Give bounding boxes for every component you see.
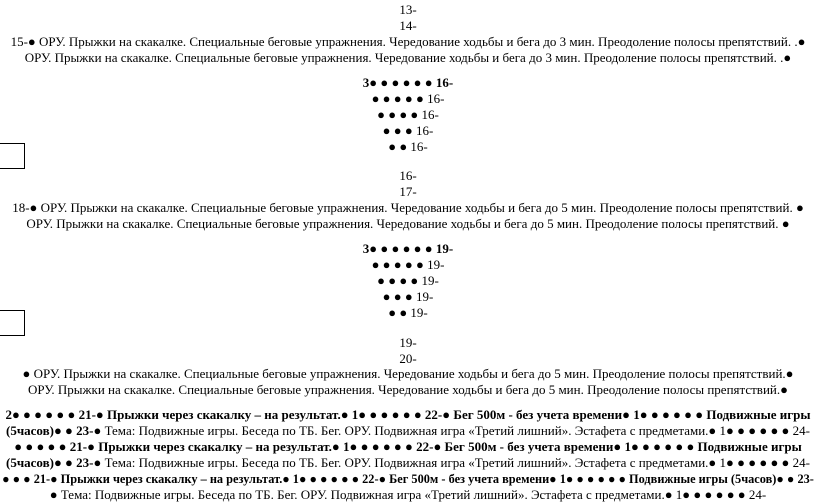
header-number-14: 14- — [399, 18, 417, 33]
number-16: 16- — [399, 168, 417, 183]
schedule-row-3-text: Прыжки через скакалку – на результат.● 1● ● ● ● ● ● 22-● Бег 500м - без учета времени● 1● ● ● ● ● ● Подвижные игры — [98, 439, 802, 454]
schedule-row-1 — [0, 407, 816, 423]
schedule-row-3-prefix: ● ● ● ● ● 21-● — [14, 439, 99, 454]
schedule-row-6: ● Тема: Подвижные игры. Беседа по ТБ. Бег. ОРУ. Подвижная игра «Третий лишний». Эстафета с предметами.● 1● ● ● ● ● ● 24- — [49, 487, 767, 502]
schedule-row-3 — [0, 439, 816, 455]
schedule-row-4-text: Тема: Подвижные игры. Беседа по ТБ. Бег. ОРУ. Подвижная игра «Третий лишний». Эстафета с предметами.● 1● ● ● ● ● ● 24- — [104, 455, 810, 470]
schedule-row-2 — [0, 423, 816, 439]
schedule-row-1-text: Прыжки через скакалку – на результат.● 1● ● ● ● ● ● 22-● Бег 500м - без учета времени● 1● ● ● ● ● ● Подвижные игры — [107, 407, 811, 422]
bullet-row-19-3: ● ● ● ● 19- — [377, 273, 439, 288]
lesson-20-text-repeat: ОРУ. Прыжки на скакалке. Специальные беговые упражнения. Чередование ходьбы и бега до 5 мин. Преодоление полосы препятствий.● — [28, 382, 788, 397]
table-cell-box-2 — [0, 310, 25, 336]
schedule-row-2-text: Тема: Подвижные игры. Беседа по ТБ. Бег. ОРУ. Подвижная игра «Третий лишний». Эстафета с предметами.● 1● ● ● ● ● ● 24- — [104, 423, 810, 438]
lesson-18-text-repeat: ОРУ. Прыжки на скакалке. Специальные беговые упражнения. Чередование ходьбы и бега до 5 мин. Преодоление полосы препятствий. ● — [26, 216, 790, 231]
schedule-row-2-prefix: (5часов)● ● 23-● — [6, 423, 105, 438]
bullet-row-16-3: ● ● ● ● 16- — [377, 107, 439, 122]
bullet-row-19-2: ● ● ● ● ● 19- — [371, 257, 445, 272]
number-20: 20- — [399, 351, 417, 366]
schedule-row-5-text: Прыжки через скакалку – на результат.● 1● ● ● ● ● ● 22-● Бег 500м - без учета времени● 1● ● ● ● ● ● Подвижные игры (5часов)● ● 23- — [60, 472, 814, 486]
number-17: 17- — [399, 184, 417, 199]
bullet-row-19-1 — [0, 241, 816, 257]
bullet-row-19-5: ● ● 19- — [388, 305, 428, 320]
lesson-15-text-repeat: ОРУ. Прыжки на скакалке. Специальные беговые упражнения. Чередование ходьбы и бега до 3 мин. Преодоление полосы препятствий. .● — [24, 50, 792, 65]
schedule-row-4 — [0, 455, 816, 471]
bullet-row-16-5: ● ● 16- — [388, 139, 428, 154]
bullet-row-16-2: ● ● ● ● ● 16- — [371, 91, 445, 106]
bullet-row-16-4: ● ● ● 16- — [382, 123, 434, 138]
header-number-13: 13- — [399, 2, 417, 17]
bullet-row-19-1-text: 3● ● ● ● ● ● 19- — [362, 241, 454, 256]
schedule-row-5-prefix: ● ● ● 21-● — [2, 472, 61, 486]
lesson-18-text: 18-● ОРУ. Прыжки на скакалке. Специальные беговые упражнения. Чередование ходьбы и бега до 5 мин. Преодоление полосы препятствий. ● — [12, 200, 804, 215]
table-cell-box — [0, 143, 25, 169]
schedule-row-5 — [0, 471, 816, 487]
schedule-row-4-prefix: (5часов)● ● 23-● — [6, 455, 105, 470]
bullet-row-16-1 — [0, 75, 816, 91]
schedule-row-1-prefix: 2● ● ● ● ● ● 21-● — [5, 407, 107, 422]
bullet-row-16-1-text: 3● ● ● ● ● ● 16- — [362, 75, 454, 90]
lesson-15-text: 15-● ОРУ. Прыжки на скакалке. Специальные беговые упражнения. Чередование ходьбы и бега до 3 мин. Преодоление полосы препятствий. .● — [10, 34, 806, 49]
bullet-row-19-4: ● ● ● 19- — [382, 289, 434, 304]
lesson-20-text: ● ОРУ. Прыжки на скакалке. Специальные беговые упражнения. Чередование ходьбы и бега до 5 мин. Преодоление полосы препятствий.● — [22, 366, 794, 381]
number-19: 19- — [399, 335, 417, 350]
